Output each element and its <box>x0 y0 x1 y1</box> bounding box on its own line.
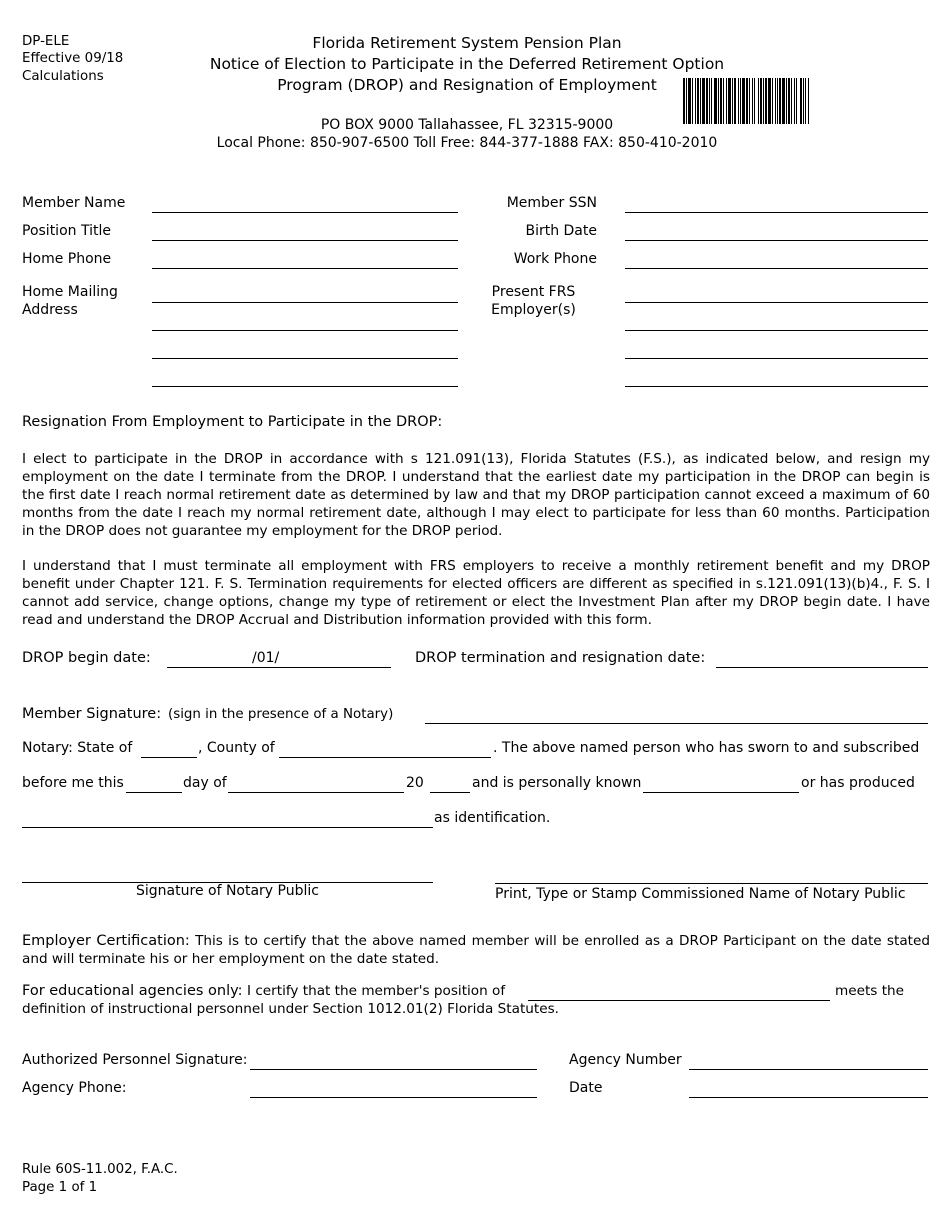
resignation-heading: Resignation From Employment to Participate in the DROP: <box>22 414 443 430</box>
drop-begin-date-prefill: /01/ <box>252 650 280 666</box>
member-ssn-input[interactable] <box>625 198 928 213</box>
educational-agencies-line <box>22 983 505 999</box>
mailing-address: PO BOX 9000 Tallahassee, FL 32315-9000 <box>320 117 614 133</box>
form-title-line2: Notice of Election to Participate in the Deferred Retirement Option <box>209 55 725 73</box>
position-of-input[interactable] <box>528 986 830 1001</box>
agency-number-label: Agency Number <box>569 1052 682 1068</box>
authorized-signature-field[interactable] <box>250 1055 537 1070</box>
home-phone-input[interactable] <box>152 254 458 269</box>
identification-input[interactable] <box>22 813 433 828</box>
birth-date-label: Birth Date <box>525 223 597 239</box>
home-address-input-line2[interactable] <box>152 316 458 331</box>
form-id: DP-ELE <box>22 34 70 49</box>
home-mailing-label: Home Mailing <box>22 284 118 300</box>
member-signature-field[interactable] <box>425 709 928 724</box>
notary-county-input[interactable] <box>279 743 491 758</box>
home-address-input-line1[interactable] <box>152 288 458 303</box>
contact-phones: Local Phone: 850-907-6500 Toll Free: 844-377-1888 FAX: 850-410-2010 <box>216 135 718 151</box>
member-name-input[interactable] <box>152 198 458 213</box>
employers-label: Employer(s) <box>491 302 576 318</box>
member-ssn-label: Member SSN <box>506 195 597 211</box>
resignation-paragraph-1: I elect to participate in the DROP in accordance with s 121.091(13), Florida Statutes (F.S.), as indicated below, and resign my employment on the date I terminate from the DROP. I understand that the earliest date my participation in the DROP can begin is the first date I reach normal retirement date as determined by law and that my DROP participation cannot exceed a maximum of 60 months from the date I reach my normal retirement date, although I may elect to participate for less than 60 months. Participation in the DROP does not guarantee my employment for the DROP period. <box>22 451 930 539</box>
member-name-label: Member Name <box>22 195 126 211</box>
date-input[interactable] <box>689 1083 928 1098</box>
edu-text-2: meets the <box>835 983 905 999</box>
employer-input-line4[interactable] <box>625 372 928 387</box>
personally-known-input[interactable] <box>643 778 799 793</box>
agency-number-input[interactable] <box>689 1055 928 1070</box>
or-produced-label: or has produced <box>801 775 915 791</box>
employer-input-line2[interactable] <box>625 316 928 331</box>
notary-day-input[interactable] <box>126 778 182 793</box>
rule-reference: Rule 60S-11.002, F.A.C. <box>22 1162 178 1177</box>
position-title-label: Position Title <box>22 223 111 239</box>
home-address-input-line4[interactable] <box>152 372 458 387</box>
edu-text-3: definition of instructional personnel under Section 1012.01(2) Florida Statutes. <box>22 1001 559 1017</box>
notary-county-label: , County of <box>198 740 275 756</box>
member-signature-note: (sign in the presence of a Notary) <box>168 707 394 722</box>
employer-certification <box>22 932 930 968</box>
employer-input-line1[interactable] <box>625 288 928 303</box>
form-effective-date: Effective 09/18 <box>22 51 124 66</box>
form-title-line3: Program (DROP) and Resignation of Employment <box>277 76 657 94</box>
birth-date-input[interactable] <box>625 226 928 241</box>
notary-month-input[interactable] <box>228 778 404 793</box>
home-phone-label: Home Phone <box>22 251 112 267</box>
personally-known-label: and is personally known <box>472 775 642 791</box>
resignation-paragraph-2: I understand that I must terminate all employment with FRS employers to receive a monthly retirement benefit and my DROP benefit under Chapter 121. F. S. Termination requirements for elected officers are different as specified in s.121.091(13)(b)4., F. S. I cannot add service, change options, change my type of retirement or elect the Investment Plan after my DROP begin date. I have read and understand the DROP Accrual and Distribution information provided with this form. <box>22 558 930 628</box>
home-address-input-line3[interactable] <box>152 344 458 359</box>
present-frs-label: Present FRS <box>491 284 576 300</box>
notary-state-input[interactable] <box>141 743 197 758</box>
employer-cert-text: This is to certify that the above named member will be enrolled as a DROP Participant on the date stated and will terminate his or her employment on the date stated. <box>22 933 930 967</box>
date-label: Date <box>569 1080 603 1096</box>
work-phone-label: Work Phone <box>513 251 597 267</box>
page-number: Page 1 of 1 <box>22 1180 98 1195</box>
notary-state-label: Notary: State of <box>22 740 133 756</box>
notary-signature-field[interactable] <box>22 868 433 883</box>
position-title-input[interactable] <box>152 226 458 241</box>
year-prefix-label: 20 <box>406 775 424 791</box>
before-me-label: before me this <box>22 775 124 791</box>
drop-begin-label: DROP begin date: <box>22 650 151 666</box>
employer-input-line3[interactable] <box>625 344 928 359</box>
form-title-line1: Florida Retirement System Pension Plan <box>312 34 622 52</box>
edu-text-1: I certify that the member's position of <box>246 983 506 999</box>
day-of-label: day of <box>183 775 227 791</box>
notary-sworn-text: . The above named person who has sworn to and subscribed <box>493 740 920 756</box>
authorized-signature-label: Authorized Personnel Signature: <box>22 1052 248 1068</box>
work-phone-input[interactable] <box>625 254 928 269</box>
notary-year-input[interactable] <box>430 778 470 793</box>
notary-name-caption: Print, Type or Stamp Commissioned Name of Notary Public <box>495 886 906 902</box>
drop-termination-label: DROP termination and resignation date: <box>415 650 706 666</box>
member-signature-label: Member Signature: <box>22 706 162 722</box>
agency-phone-input[interactable] <box>250 1083 537 1098</box>
agency-phone-label: Agency Phone: <box>22 1080 127 1096</box>
notary-name-field[interactable] <box>495 869 928 884</box>
home-address-label: Address <box>22 302 78 318</box>
employer-cert-heading: Employer Certification: <box>22 933 190 949</box>
notary-signature-caption: Signature of Notary Public <box>136 883 319 899</box>
edu-heading: For educational agencies only: <box>22 983 243 999</box>
form-category: Calculations <box>22 69 104 84</box>
drop-termination-date-input[interactable] <box>716 653 928 668</box>
as-identification-label: as identification. <box>434 810 551 826</box>
